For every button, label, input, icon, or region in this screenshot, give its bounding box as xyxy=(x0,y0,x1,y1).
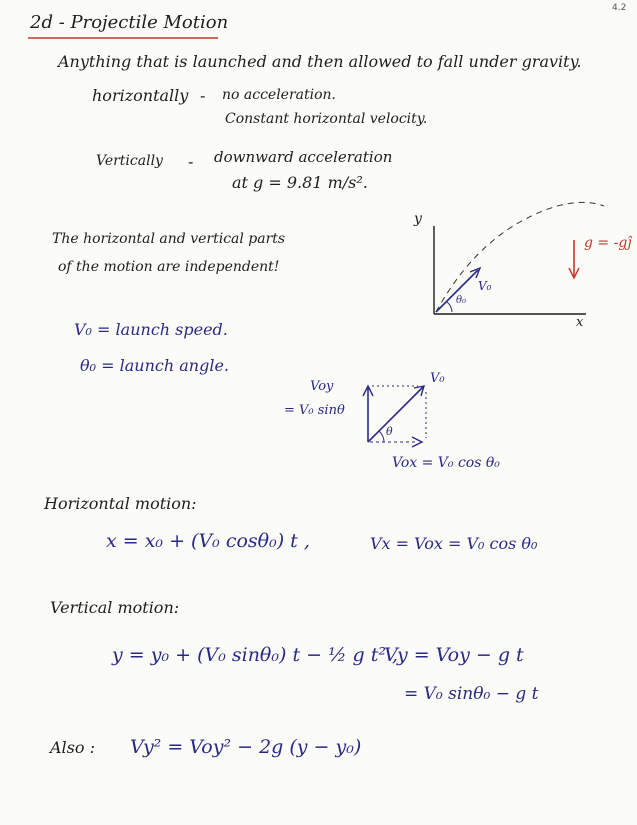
components-v0-label: V₀ xyxy=(430,371,445,386)
page-title: 2d - Projectile Motion xyxy=(30,12,229,33)
launch-speed-definition: V₀ = launch speed. xyxy=(74,320,228,339)
vertical-motion-heading: Vertical motion: xyxy=(50,598,180,617)
gravity-value-text: at g = 9.81 m/s². xyxy=(232,173,368,192)
trajectory-v0-label: V₀ xyxy=(478,279,492,293)
vertically-dash: - xyxy=(188,152,194,171)
vox-equation: Vox = V₀ cos θ₀ xyxy=(392,455,500,471)
downward-acceleration-text: downward acceleration xyxy=(214,148,393,166)
horizontally-label: horizontally xyxy=(92,86,189,105)
horizontal-position-equation: x = x₀ + (V₀ cosθ₀) t , xyxy=(106,530,310,552)
gravity-vector-label: g = -gĵ xyxy=(584,235,632,251)
components-theta-label: θ xyxy=(386,425,393,438)
voy-value: = V₀ sinθ xyxy=(284,403,345,418)
velocity-squared-equation: Vy² = Voy² − 2g (y − y₀) xyxy=(130,736,362,758)
also-label: Also : xyxy=(50,738,95,757)
independent-line-2: of the motion are independent! xyxy=(58,259,280,275)
vertically-label: Vertically xyxy=(96,153,163,169)
page-number: 4.2 xyxy=(612,3,627,13)
theta-arc xyxy=(379,431,384,442)
vertical-position-equation: y = y₀ + (V₀ sinθ₀) t − ½ g t² , xyxy=(112,644,399,666)
horizontally-dash: - xyxy=(200,86,206,105)
launch-angle-definition: θ₀ = launch angle. xyxy=(80,356,229,375)
horizontal-motion-heading: Horizontal motion: xyxy=(44,494,197,513)
trajectory-y-label: y xyxy=(414,211,422,227)
vertical-velocity-equation: Vy = Voy − g t xyxy=(384,644,524,666)
constant-velocity-text: Constant horizontal velocity. xyxy=(225,111,428,127)
v0-component-vector xyxy=(368,386,424,442)
trajectory-theta0-label: θ₀ xyxy=(456,295,467,306)
independent-line-1: The horizontal and vertical parts xyxy=(52,231,286,247)
horizontal-velocity-equation: Vx = Vox = V₀ cos θ₀ xyxy=(370,534,538,553)
vertical-velocity-expanded: = V₀ sinθ₀ − g t xyxy=(404,684,539,704)
no-acceleration-text: no acceleration. xyxy=(222,87,337,103)
voy-label: Voy xyxy=(310,379,334,394)
intro-text: Anything that is launched and then allowed to fall under gravity. xyxy=(58,52,582,71)
trajectory-x-label: x xyxy=(576,315,584,330)
